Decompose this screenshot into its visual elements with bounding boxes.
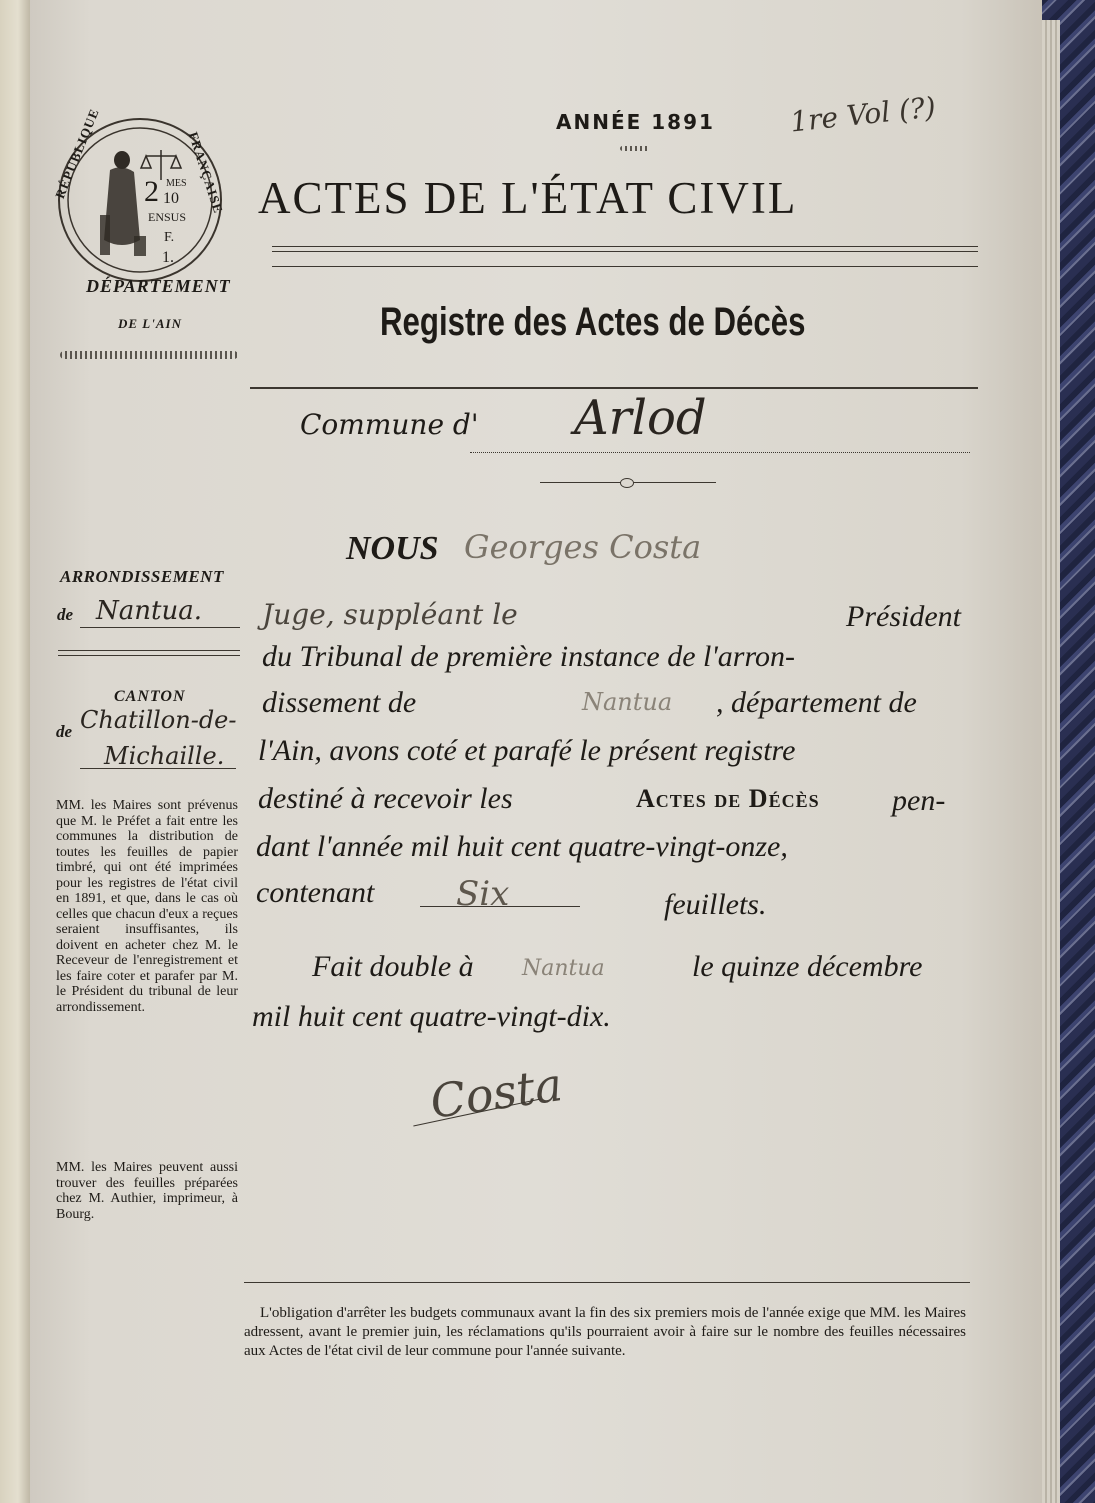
commune-ornament-dot [620,478,634,488]
line7-hand: Six [456,874,510,914]
canton-value-line2: Michaille. [104,742,225,770]
stamp-side-1: MES [166,178,187,189]
line1-print: Président [846,600,961,633]
stamp-text-right: FRANÇAISE [185,130,227,216]
nous-label: NOUS [346,530,439,567]
line3-a: dissement de [262,686,417,719]
title-rule-lower [272,266,978,267]
line3-b: , département de [716,686,917,719]
commune-underline [470,452,970,453]
signature: Costa [426,1057,566,1129]
nous-name: Georges Costa [464,528,702,566]
line7-b: feuillets. [664,888,767,921]
stamp-code-1: F. [164,230,175,245]
departement-label: DÉPARTEMENT [86,276,231,296]
body-line2: du Tribunal de première instance de l'arron- [262,640,796,673]
line5-smallcaps: Actes de Décès [636,784,820,813]
arrondissement-underline [80,627,240,628]
canton-underline [80,768,236,769]
line5-b: pen- [892,784,946,817]
year-ornament [620,146,650,151]
arrondissement-double-rule [58,650,240,656]
body-line6: dant l'année mil huit cent quatre-vingt-onze, [256,830,788,863]
arrondissement-value: Nantua. [96,596,202,626]
line3-hand: Nantua [582,688,673,716]
stamp-code-2: 1. [162,249,174,266]
footer-budget-note: L'obligation d'arrêter les budgets communaux avant la fin des six premiers mois de l'année exige que MM. les Maires adressent, avant le premier juin, les réclamations qu'ils pourraient avoir à faire sur le nombre des feuilles nécessaires aux Actes de l'état civil de leur commune pour l'année suivante. [244,1305,966,1359]
title-double-rule [272,246,978,252]
left-page-edge [0,0,30,1503]
departement-ornament [60,351,238,359]
body-line9: mil huit cent quatre-vingt-dix. [252,1000,611,1033]
canton-prefix: de [56,722,73,741]
stamp-value-fraction: 10 [163,190,179,207]
line5-a: destiné à recevoir les [258,782,513,815]
stamp-value: 2 [144,175,159,208]
line1-hand: Juge, suppléant le [262,598,518,631]
line8-a: Fait double à [312,950,474,983]
line7-dash [420,906,580,907]
canton-label: CANTON [114,688,186,705]
line8-b: le quinze décembre [692,950,923,983]
year-label: ANNÉE 1891 [556,110,715,134]
departement-value: DE L'AIN [118,316,182,331]
stamp-text-left: RÉPUBLIQUE [52,106,102,201]
line7-a: contenant [256,876,375,909]
commune-value: Arlod [574,390,707,446]
stamp-side-2: ENSUS [148,210,187,224]
commune-label: Commune d' [300,408,479,441]
register-subtitle: Registre des Actes de Décès [380,300,806,344]
mayors-note-authier: MM. les Maires peuvent aussi trouver des feuilles préparées chez M. Authier, imprimeur, à Bourg. [56,1160,238,1222]
line8-hand: Nantua [522,956,605,981]
body-line4: l'Ain, avons coté et parafé le présent registre [258,734,796,767]
arrondissement-prefix: de [57,605,74,624]
document-title: ACTES DE L'ÉTAT CIVIL [258,173,798,223]
canton-value-line1: Chatillon-de- [80,706,237,734]
mayors-note-timbre: MM. les Maires sont prévenus que M. le Préfet a fait entre les communes la distribution de toutes les feuilles de papier timbré, qui ont été imprimées pour les registres de l'état civil en 1891, et que, dans le cas où celles que chacun d'eux a reçues seraient insuffisantes, ils doivent en acheter chez M. le Receveur de l'enregistrement et les faire coter et parafer par M. le Président du tribunal de leur arrondissement. [56,798,238,1015]
footer-rule [244,1282,970,1283]
arrondissement-label: ARRONDISSEMENT [60,567,224,586]
margin-note: 1re Vol (?) [788,90,938,139]
subtitle-rule [250,387,978,389]
